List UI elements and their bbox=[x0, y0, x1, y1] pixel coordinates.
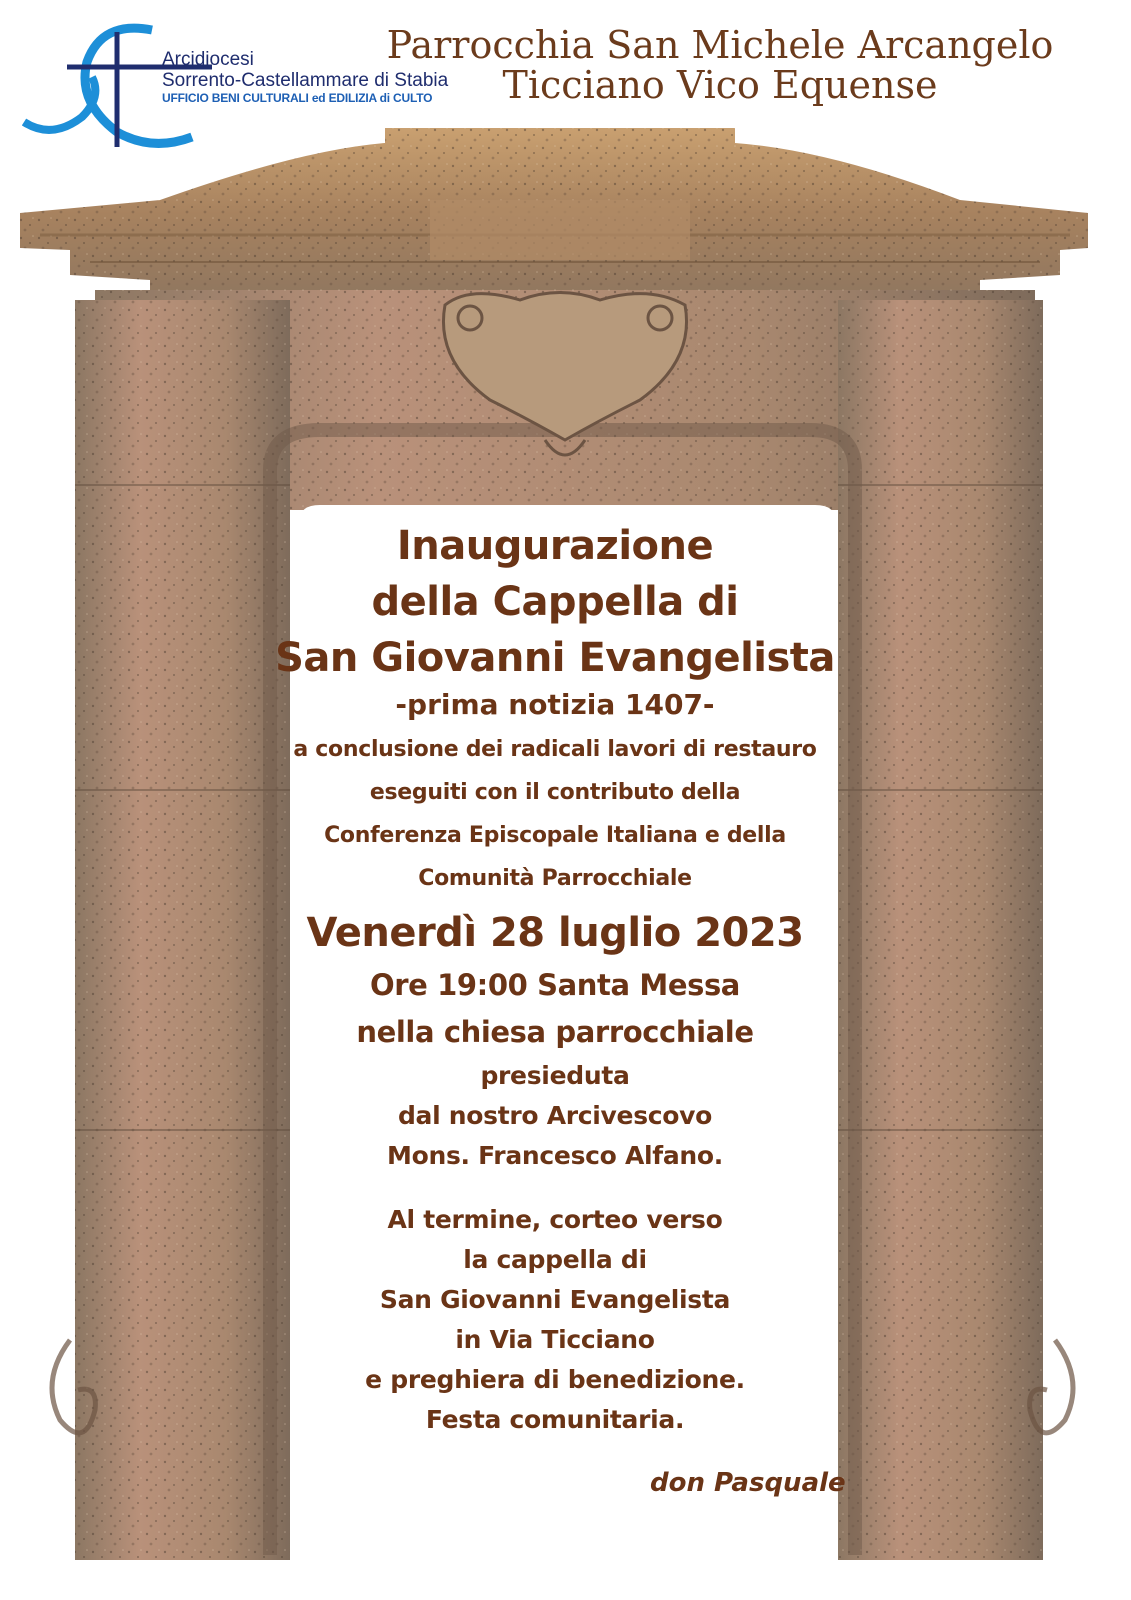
presider-line1: presieduta bbox=[480, 1061, 630, 1090]
logo-archdiocese-label: Arcidiocesi bbox=[162, 49, 254, 70]
logo-office-name: UFFICIO BENI CULTURALI ed EDILIZIA di CULTO bbox=[162, 91, 433, 105]
procession-line5: e preghiera di benedizione. bbox=[365, 1365, 745, 1394]
event-announcement bbox=[270, 518, 840, 1440]
procession-line6: Festa comunitaria. bbox=[425, 1405, 685, 1434]
event-location: nella chiesa parrocchiale bbox=[356, 1015, 754, 1049]
event-date: Venerdì 28 luglio 2023 bbox=[306, 910, 804, 956]
presider-line3: Mons. Francesco Alfano. bbox=[387, 1141, 723, 1170]
presider-line2: dal nostro Arcivescovo bbox=[397, 1101, 713, 1130]
signature: don Pasquale bbox=[650, 1468, 846, 1498]
procession-line3: San Giovanni Evangelista bbox=[379, 1285, 731, 1314]
logo-diocese-name: Sorrento-Castellammare di Stabia bbox=[162, 70, 449, 91]
parish-location: Ticciano Vico Equense bbox=[502, 62, 938, 107]
event-title-line3: San Giovanni Evangelista bbox=[275, 635, 835, 681]
event-subtitle: -prima notizia 1407- bbox=[395, 688, 715, 721]
procession-line2: la cappella di bbox=[463, 1245, 647, 1274]
event-title-line2: della Cappella di bbox=[371, 579, 739, 625]
event-description-line2: eseguiti con il contributo della bbox=[369, 780, 741, 805]
event-description-line1: a conclusione dei radicali lavori di restauro bbox=[293, 737, 817, 762]
event-description-line3: Conferenza Episcopale Italiana e della bbox=[324, 823, 786, 848]
procession-line4: in Via Ticciano bbox=[455, 1325, 655, 1354]
event-time: Ore 19:00 Santa Messa bbox=[370, 968, 740, 1002]
parish-header bbox=[340, 23, 1100, 107]
event-title-line1: Inaugurazione bbox=[396, 523, 714, 569]
procession-line1: Al termine, corteo verso bbox=[387, 1205, 723, 1234]
parish-name: Parrocchia San Michele Arcangelo bbox=[386, 23, 1054, 67]
event-description-line4: Comunità Parrocchiale bbox=[418, 866, 692, 891]
